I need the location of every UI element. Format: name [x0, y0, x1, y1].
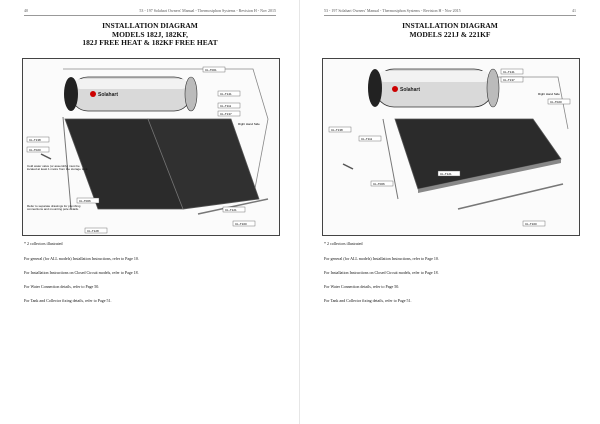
right-installation-diagram — [322, 58, 580, 236]
right-callout-2: CL-T137 — [503, 78, 515, 82]
left-page-number: 40 — [24, 8, 28, 13]
left-callout-8: CL-T121 — [225, 208, 237, 212]
right-header-rule — [324, 15, 576, 16]
right-callout-6: CL-T006 — [373, 182, 385, 186]
solar-collectors — [65, 119, 259, 209]
left-diagram-drawing — [23, 59, 279, 235]
right-title-line-2: MODELS 221J & 221KF — [409, 29, 491, 39]
left-title-line-3: 182J FREE HEAT & 182KF FREE HEAT — [82, 38, 218, 47]
left-note-2: For Installation Instructions on Closed Circuit models, refer to Page 18. — [24, 270, 139, 276]
right-page-title — [300, 22, 600, 39]
right-notes — [324, 257, 580, 313]
storage-tank — [64, 77, 197, 111]
left-notes — [24, 257, 280, 313]
right-page — [300, 0, 600, 424]
left-callout-2: CL-T141 — [220, 92, 232, 96]
right-callout-7: CL-T121 — [440, 172, 452, 176]
right-page-number: 41 — [572, 8, 576, 13]
left-callout-3: CL-T111 — [220, 104, 232, 108]
right-callout-5: CL-T111 — [361, 137, 373, 141]
right-callout-8: CL-T100 — [525, 222, 537, 226]
right-callout-4: CL-T138 — [331, 128, 343, 132]
left-tank-brand: Solahart — [98, 92, 119, 98]
right-diagram-drawing — [323, 59, 579, 235]
left-title-line-2: MODELS 182J, 182KF, — [112, 29, 188, 39]
right-note-1: For general (for ALL models) Installation Instructions, refer to Page 10. — [324, 256, 439, 261]
right-note-2: For Installation Instructions on Closed Circuit models, refer to Page 18. — [324, 270, 439, 276]
right-right-hand-side-label: Right Hand Side — [538, 92, 560, 96]
left-page-header-text: 53 - 197 Solahart Owners' Manual - Thermosiphon Systems - Revision H - Nov 2015 — [139, 8, 276, 13]
right-note-4: For Tank and Collector fixing details, refer to Page 51. — [324, 298, 412, 304]
left-right-hand-side-label: Right Hand Side — [238, 122, 260, 126]
left-page-title — [0, 22, 300, 48]
solar-collector — [395, 119, 561, 193]
left-cold-water-note: Cold water valve (or assembly) must be located at least 1 metre from the storage tank. — [27, 165, 89, 172]
storage-tank — [368, 69, 499, 107]
right-caption: * 2 collectors illustrated — [324, 241, 363, 246]
solahart-logo-icon — [392, 86, 398, 92]
left-callout-10: CL-T128 — [87, 229, 99, 233]
left-separate-drawings-note: Refer to separate drawings for plumbing connections and mounting pole details. — [27, 205, 81, 212]
left-header-rule — [24, 15, 276, 16]
left-caption: * 2 collectors illustrated — [24, 241, 63, 246]
left-callout-9: CL-T100 — [235, 222, 247, 226]
left-callout-7: CL-T006 — [79, 199, 91, 203]
left-title-line-1: INSTALLATION DIAGRAM — [102, 21, 198, 30]
right-callout-3: CL-T020 — [550, 100, 562, 104]
right-tank-brand: Solahart — [400, 87, 421, 93]
left-callout-6: CL-T020 — [29, 148, 41, 152]
right-note-3: For Water Connection details, refer to Page 50. — [324, 284, 400, 290]
right-callout-1: CL-T141 — [503, 70, 515, 74]
left-callout-1: CL-T001 — [205, 68, 217, 72]
right-title-line-1: INSTALLATION DIAGRAM — [402, 21, 498, 30]
left-note-4: For Tank and Collector fixing details, refer to Page 51. — [24, 298, 112, 304]
left-installation-diagram — [22, 58, 280, 236]
left-note-3: For Water Connection details, refer to Page 50. — [24, 284, 100, 290]
right-page-header-text: 53 - 197 Solahart Owners' Manual - Thermosiphon Systems - Revision H - Nov 2015 — [324, 8, 461, 13]
solahart-logo-icon — [90, 91, 96, 97]
left-callout-5: CL-T138 — [29, 138, 41, 142]
left-note-1: For general (for ALL models) Installation Instructions, refer to Page 10. — [24, 256, 139, 261]
left-callout-4: CL-T137 — [220, 112, 232, 116]
